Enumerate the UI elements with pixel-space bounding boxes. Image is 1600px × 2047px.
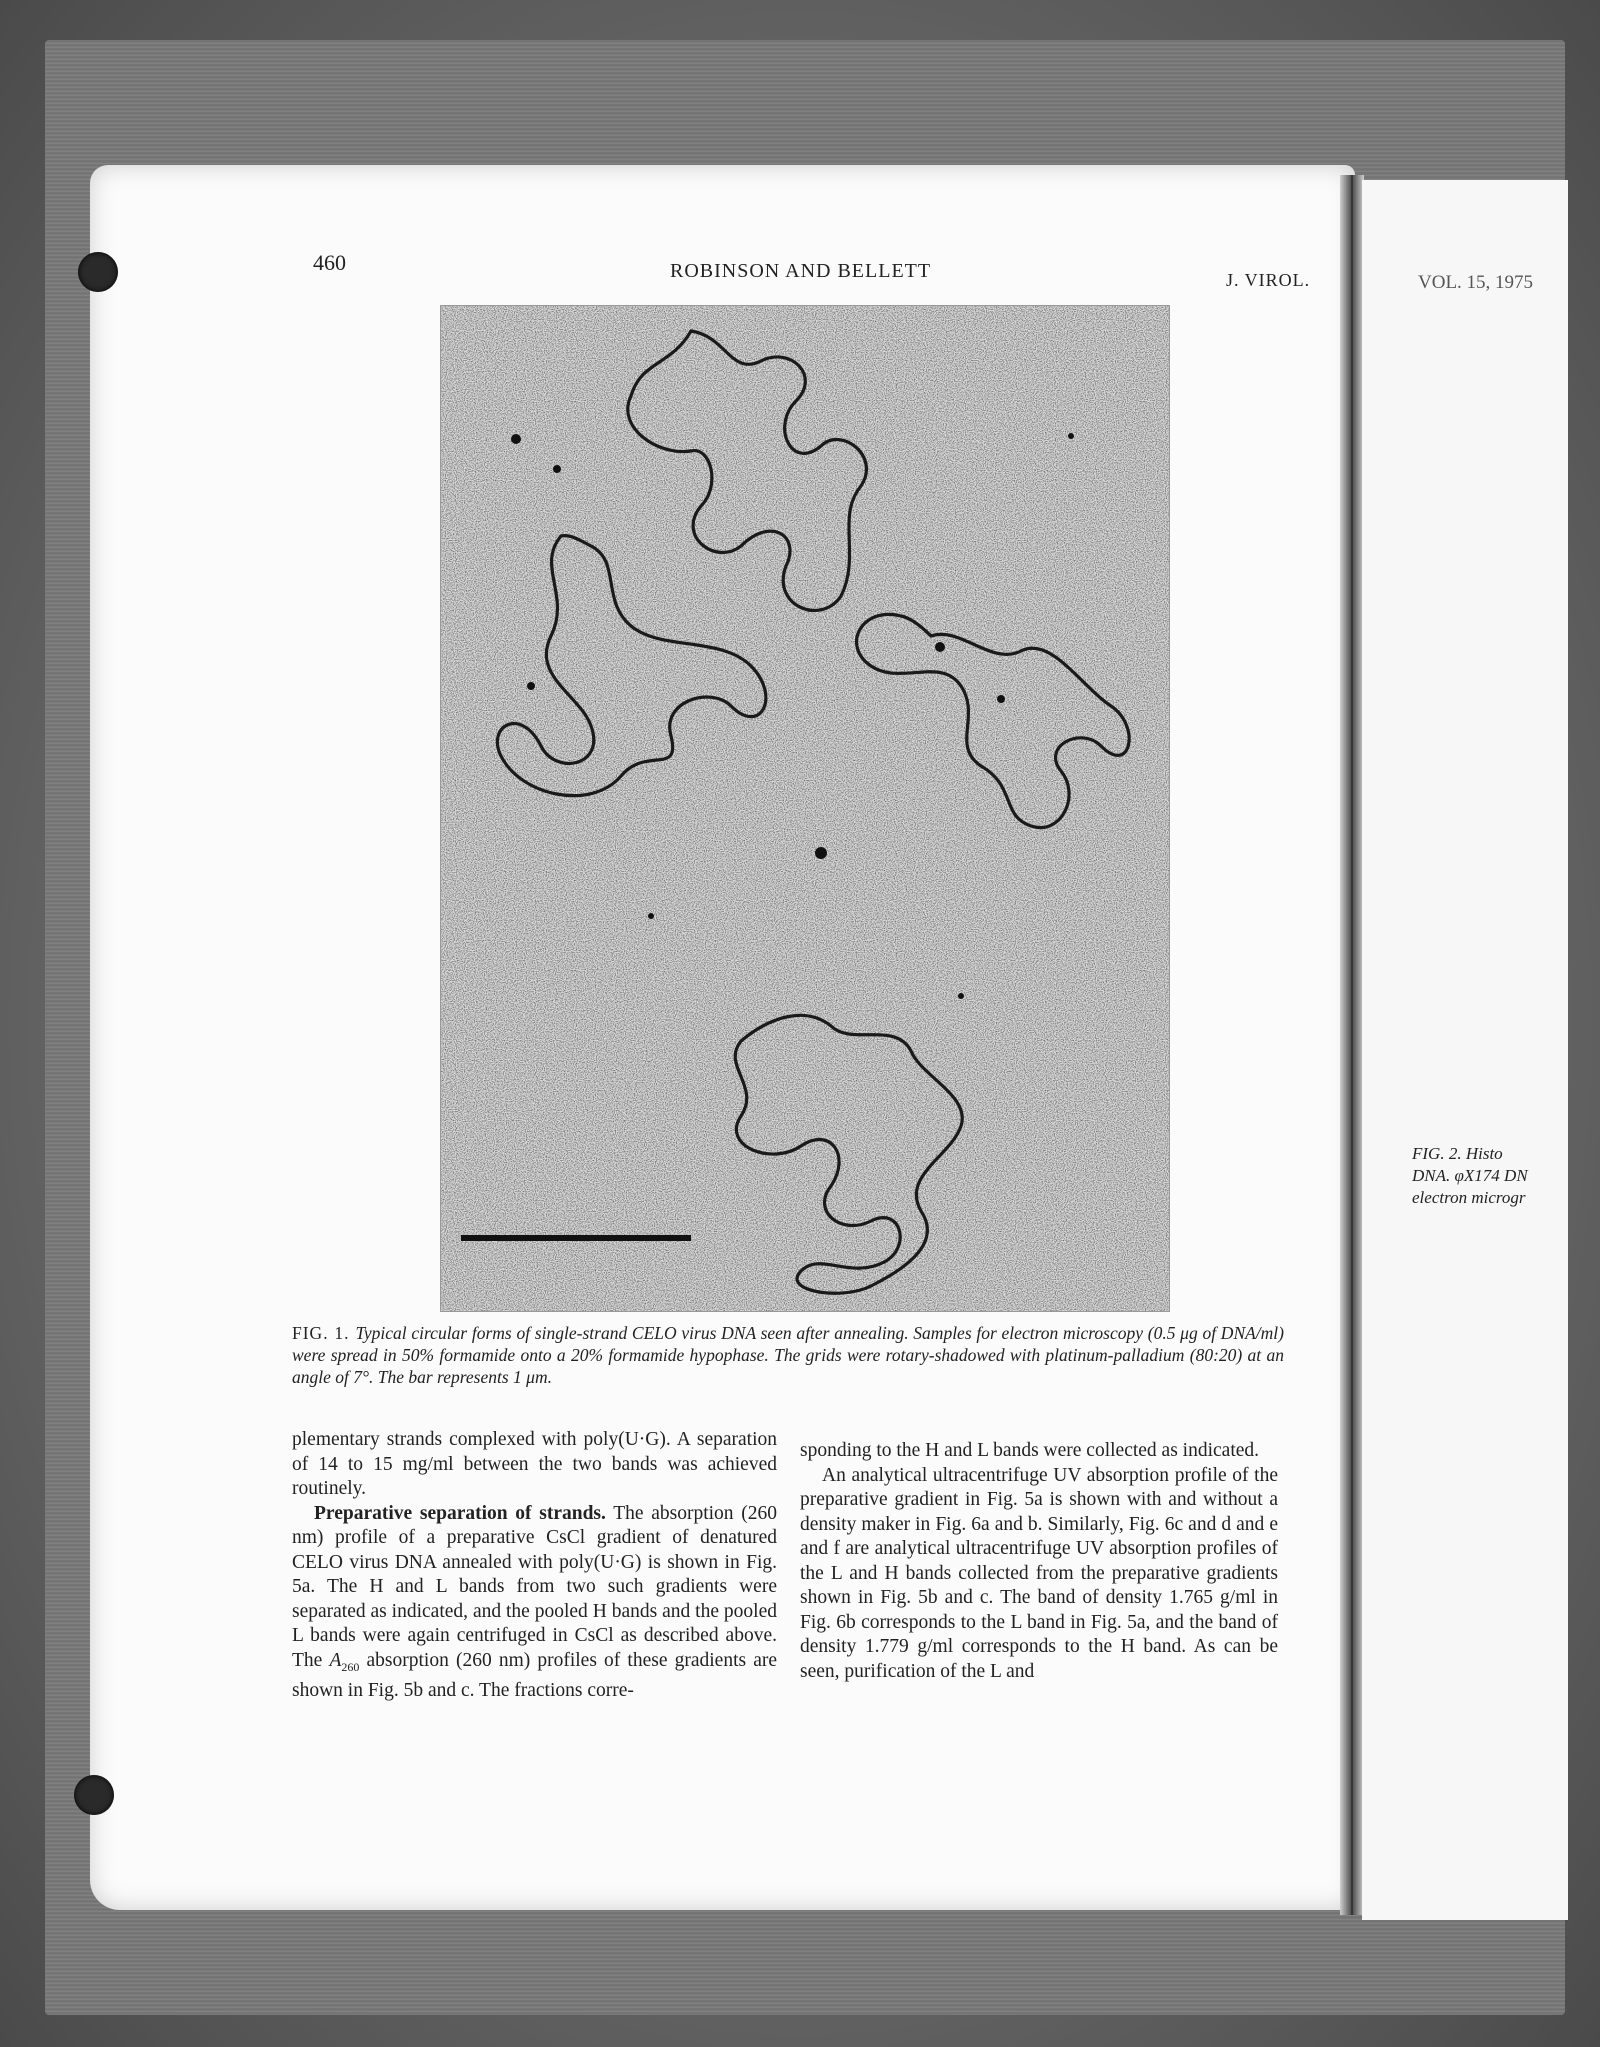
punch-hole-top (78, 252, 118, 292)
micrograph-image (441, 306, 1169, 1311)
a260-subscript: 260 (341, 1659, 360, 1674)
page-gutter (1340, 175, 1364, 1915)
punch-hole-bottom (74, 1775, 114, 1815)
a260-symbol: A (329, 1649, 342, 1671)
running-head-volume: VOL. 15, 1975 (1418, 272, 1534, 293)
text-column-middle (800, 1439, 1278, 1684)
figure-1-caption-text: Typical circular forms of single-strand CELO virus DNA seen after annealing. Samples for electron microscopy (0.5 μg of DNA/ml) were spread in 50% formamide onto a 20% formamide hypophase. The grids were rotary-shadowed with platinum-palladium (80:20) at an angle of 7°. The bar represents 1 μm. (292, 1323, 1285, 1387)
running-head-authors: ROBINSON AND BELLETT (670, 260, 932, 282)
paragraph-fractions-collected: sponding to the H and L bands were collected as indicated. (800, 1440, 1260, 1461)
figure-2-caption-line: FIG. 2. Histo (1412, 1144, 1503, 1163)
paragraph-analytical-profile: An analytical ultracentrifuge UV absorption profile of the preparative gradient in Fig. 5a is shown with and without a density maker in Fig. 6a and b. Similarly, Fig. 6c and d and e and f are analytical ultracentrifuge UV absorption profiles of the L and H bands collected from the preparative gradients shown in Fig. 5b and c. The band of density 1.765 g/ml in Fig. 6b corresponds to the L band in Fig. 5a, and the band of density 1.779 g/ml corresponds to the H band. As can be seen, purification of the L and (800, 1464, 1278, 1682)
figure-1-label: FIG. 1. (292, 1323, 350, 1343)
page-number: 460 (313, 250, 346, 275)
figure-2-caption-line: DNA. φX174 DN (1412, 1166, 1528, 1185)
figure-1-micrograph (440, 305, 1170, 1312)
paragraph-text-a: The absorption (260 nm) profile of a preparative CsCl gradient of denatured CELO virus DNA annealed with poly(U·G) is shown in Fig. 5a. The H and L bands from two such gradients were separated as indicated, and the pooled H bands and the pooled L bands were again centrifuged in CsCl as described above. The (292, 1502, 777, 1671)
journal-page-right (1362, 180, 1568, 1920)
paragraph-complementary-strands: plementary strands complexed with poly(U·G). A separation of 14 to 15 mg/ml between the two bands was achieved routinely. (292, 1429, 777, 1499)
figure-2-caption-line: electron microgr (1412, 1188, 1526, 1207)
figure-1-caption (292, 1322, 1284, 1388)
text-column-left (292, 1428, 777, 1703)
paragraph-preparative-separation (292, 1502, 777, 1704)
figure-2-caption-fragment (1412, 1143, 1572, 1209)
section-heading: Preparative separation of strands. (314, 1502, 606, 1524)
running-head-journal: J. VIROL. (1226, 270, 1311, 290)
paragraph-text-b: absorption (260 nm) profiles of these gradients are shown in Fig. 5b and c. The fractions corre- (292, 1649, 777, 1701)
scale-bar (461, 1235, 691, 1241)
